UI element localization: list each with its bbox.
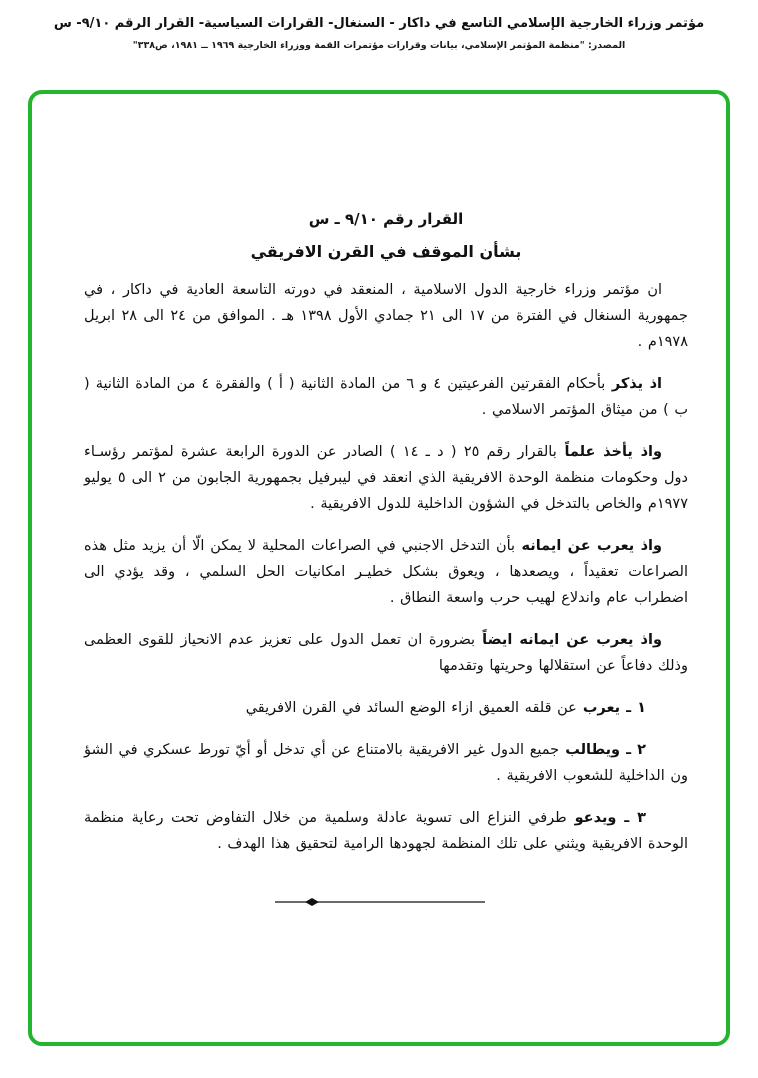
paragraph — [84, 371, 688, 423]
paragraph-text: جميع الدول غير الافريقية بالامتناع عن أي تدخل أو أيّ تورط عسكري في الشؤ ون الداخلية للشعوب الافريقية . — [84, 742, 688, 784]
paragraph-text: ان مؤتمر وزراء خارجية الدول الاسلامية ، المنعقد في دورته التاسعة العادية في داكار ، في جمهورية السنغال في الفترة من ١٧ الى ٢١ جمادي الأول ١٣٩٨ هـ . الموافق من ٢٤ الى ٢٨ ابريل ١٩٧٨م . — [84, 282, 688, 350]
paragraph-lead: ٢ ـ ويطالب — [559, 742, 647, 758]
document-frame — [28, 90, 730, 1046]
header-title: مؤتمر وزراء الخارجية الإسلامي التاسع في داكار - السنغال- القرارات السياسية- القرار الرقم ٩/١٠- س — [53, 16, 705, 31]
resolution-title: القرار رقم ٩/١٠ ـ س — [308, 210, 464, 228]
paragraph-text: بالقرار رقم ٢٥ ( د ـ ١٤ ) الصادر عن الدورة الرابعة عشرة لمؤتمر رؤسـاء دول وحكومات منظمة الوحدة الافريقية الذي انعقد في ليبرفيل بجمهورية الجابون من ٢ الى ٥ يوليو ١٩٧٧م والخاص بالتدخل في الشؤون الداخلية للدول الافريقية . — [84, 444, 688, 512]
header-source: المصدر: "منظمة المؤتمر الإسلامي، بيانات وقرارات مؤتمرات القمة ووزراء الخارجية ١٩٦٩ ــ ١٩٨١، ص٣٣٨" — [132, 40, 626, 51]
document-body — [32, 94, 726, 905]
paragraph — [84, 439, 688, 517]
paragraph-lead: ٣ ـ ويدعو — [566, 810, 646, 826]
resolution-subtitle: بشأن الموقف في القرن الافريقي — [250, 242, 522, 261]
diamond-rule-icon — [275, 893, 485, 905]
numbered-item — [84, 695, 688, 721]
paragraph-text: بأن التدخل الاجنبي في الصراعات المحلية لا يمكن الّا أن يزيد مثل هذه الصراعات تعقيداً ، ويصعدها ، ويعوق بشكل خطيـر امكانيات الحل السلمي ، وقد يؤدي الى اضطراب عام واندلاع لهيب حرب واسعة النطاق . — [84, 538, 688, 606]
numbered-item — [84, 805, 688, 857]
paragraph-text: عن قلقه العميق ازاء الوضع السائد في القرن الافريقي — [245, 700, 577, 716]
paragraph-lead: ١ ـ يعرب — [576, 700, 646, 716]
paragraph-lead: واذ يأخذ علماً — [556, 444, 662, 460]
paragraph-text: بضرورة ان تعمل الدول على تعزيز عدم الانحياز للقوى العظمى وذلك دفاعاً عن استقلالها وحريتها وتقدمها — [84, 632, 688, 674]
paragraph-lead: اذ يذكر — [605, 376, 663, 392]
paragraph — [84, 277, 688, 355]
paragraph-lead: واذ يعرب عن ايمانه — [515, 538, 663, 554]
numbered-item — [84, 737, 688, 789]
page-header — [0, 16, 758, 51]
paragraph-text: بأحكام الفقرتين الفرعيتين ٤ و ٦ من المادة الثانية ( أ ) والفقرة ٤ من المادة الثانية ( ب ) من ميثاق المؤتمر الاسلامي . — [84, 376, 688, 418]
paragraph-text: طرفي النزاع الى تسوية عادلة وسلمية من خلال التفاوض تحت رعاية منظمة الوحدة الافريقية ويثني على تلك المنظمة لجهودها الرامية لتحقيق هذا الهدف . — [84, 810, 688, 852]
paragraph — [84, 627, 688, 679]
paragraph — [84, 533, 688, 611]
paragraph-lead: واذ يعرب عن ايمانه ايضاً — [475, 632, 662, 648]
